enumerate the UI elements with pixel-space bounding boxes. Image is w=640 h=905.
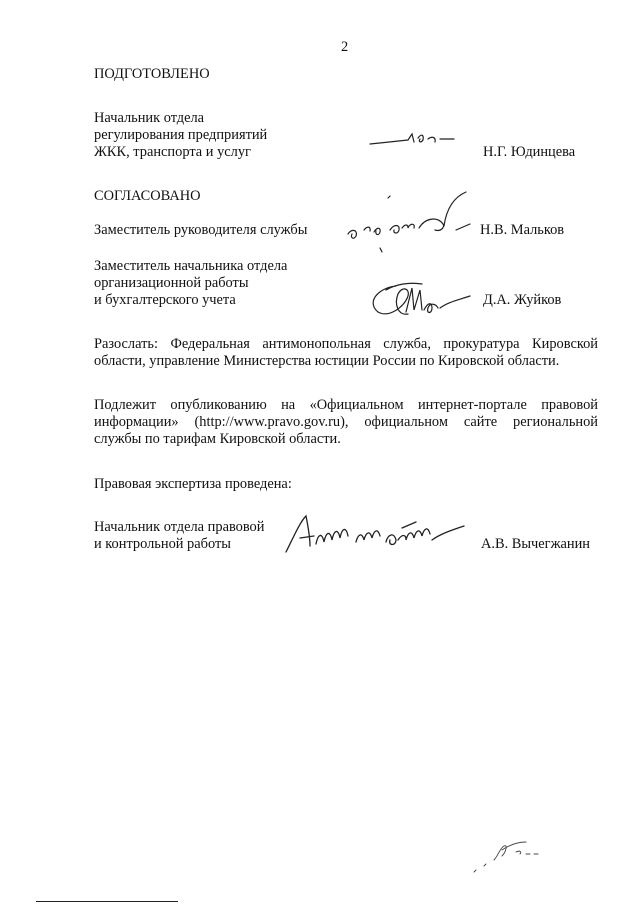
position-line: Заместитель руководителя службы	[94, 222, 308, 238]
page-number: 2	[341, 39, 349, 55]
position-line: и бухгалтерского учета	[94, 292, 236, 308]
prepared-heading: ПОДГОТОВЛЕНО	[94, 66, 210, 82]
position-line: Начальник отдела	[94, 110, 205, 126]
signature-malkov	[344, 186, 474, 246]
signature-vychegzhanin	[282, 512, 468, 556]
position-line: Заместитель начальника отдела	[94, 258, 288, 274]
distribution-line: области, управление Министерства юстиции России по Кировской области.	[94, 353, 560, 369]
distribution-line: Разослать: Федеральная антимонопольная служба, прокуратура Кировской	[94, 336, 598, 352]
footnote-rule	[36, 901, 178, 902]
agreed-signer-1-name: Н.В. Мальков	[480, 222, 565, 238]
signature-yudintseva	[368, 130, 458, 150]
agreed-signer-2-name: Д.А. Жуйков	[483, 292, 562, 308]
prepared-name: Н.Г. Юдинцева	[483, 144, 576, 160]
position-line: и контрольной работы	[94, 536, 231, 552]
agreed-signer-1-position	[94, 222, 307, 239]
publication-line: Подлежит опубликованию на «Официальном интернет-портале правовой	[94, 397, 598, 413]
agreed-signer-2-position	[94, 258, 287, 309]
legal-review-note: Правовая экспертиза проведена:	[94, 476, 292, 492]
publication-paragraph	[94, 397, 598, 448]
prepared-position	[94, 110, 267, 161]
position-line: организационной работы	[94, 275, 249, 291]
publication-line: службы по тарифам Кировской области.	[94, 431, 341, 447]
agreed-heading: СОГЛАСОВАНО	[94, 188, 201, 204]
position-line: Начальник отдела правовой	[94, 519, 265, 535]
publication-line: информации» (http://www.pravo.gov.ru), официальном сайте региональной	[94, 414, 598, 430]
legal-review-name: А.В. Вычегжанин	[481, 536, 591, 552]
signature-zhuykov	[366, 280, 478, 324]
handwritten-mark	[470, 836, 550, 876]
distribution-paragraph	[94, 336, 598, 370]
position-line: ЖКК, транспорта и услуг	[94, 144, 251, 160]
position-line: регулирования предприятий	[94, 127, 268, 143]
legal-review-position	[94, 519, 264, 553]
